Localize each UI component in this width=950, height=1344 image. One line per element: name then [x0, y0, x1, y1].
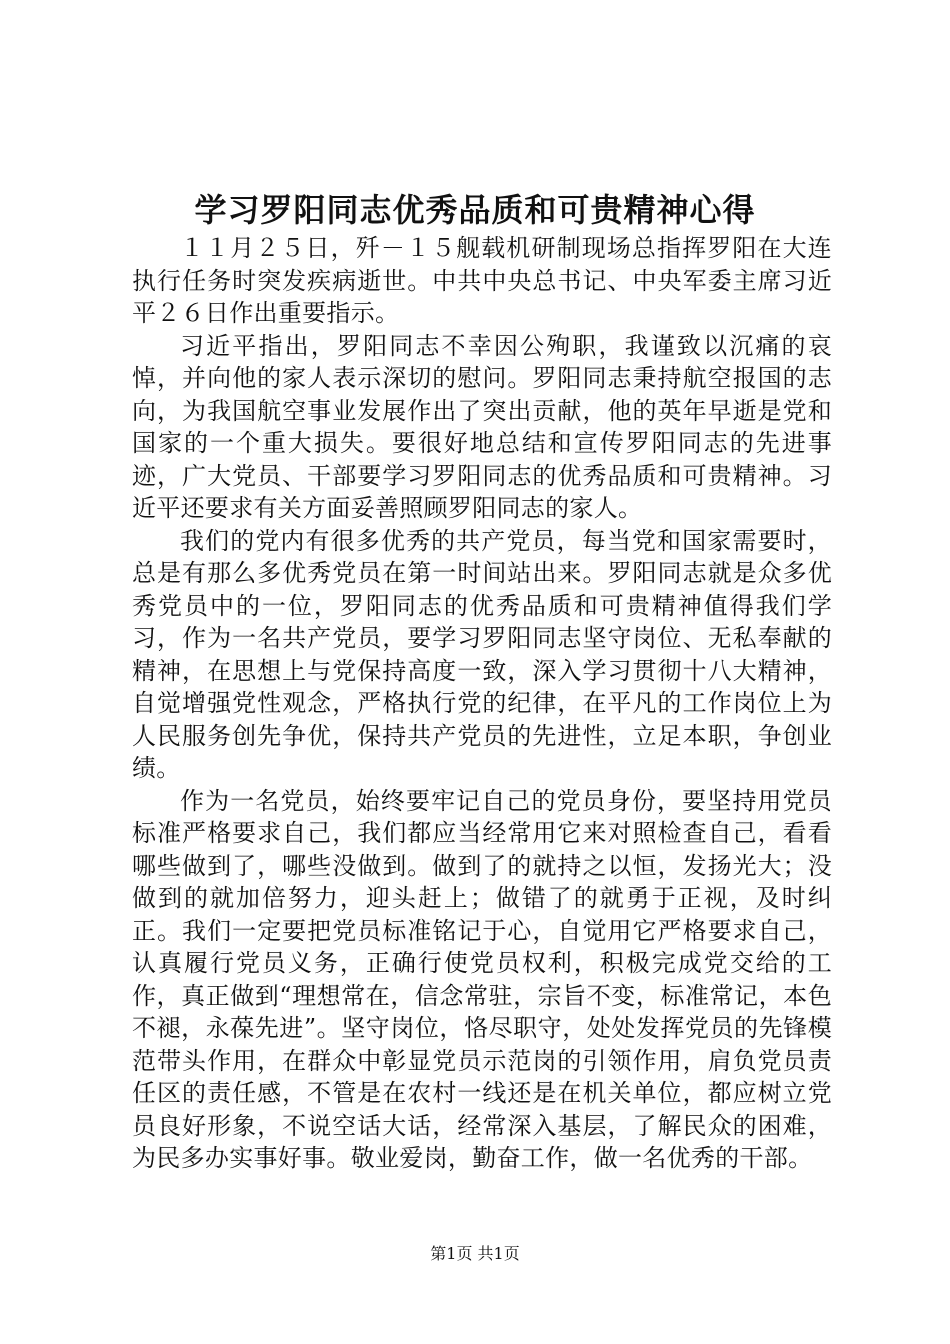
paragraph-3: 我们的党内有很多优秀的共产党员，每当党和国家需要时，总是有那么多优秀党员在第一时间站出来。罗阳同志就是众多优秀党员中的一位，罗阳同志的优秀品质和可贵精神值得我们学习，作为一名共产党员，要学习罗阳同志坚守岗位、无私奉献的精神，在思想上与党保持高度一致，深入学习贯彻十八大精神，自觉增强党性观念，严格执行党的纪律，在平凡的工作岗位上为人民服务创先争优，保持共产党员的先进性，立足本职，争创业绩。	[132, 526, 832, 782]
paragraph-4: 作为一名党员，始终要牢记自己的党员身份，要坚持用党员标准严格要求自己，我们都应当经常用它来对照检查自己，看看哪些做到了，哪些没做到。做到了的就持之以恒，发扬光大；没做到的就加倍努力，迎头赶上；做错了的就勇于正视，及时纠正。我们一定要把党员标准铭记于心，自觉用它严格要求自己，认真履行党员义务，正确行使党员权利，积极完成党交给的工作，真正做到“理想常在，信念常驻，宗旨不变，标准常记，本色不褪，永葆先进”。坚守岗位，恪尽职守，处处发挥党员的先锋模范带头作用，在群众中彰显党员示范岗的引领作用，肩负党员责任区的责任感，不管是在农村一线还是在机关单位，都应树立党员良好形象，不说空话大话，经常深入基层，了解民众的困难，为民多办实事好事。敬业爱岗，勤奋工作，做一名优秀的干部。	[132, 786, 832, 1172]
page-number-footer: 第1页 共1页	[430, 1244, 520, 1263]
paragraph-1: １１月２５日，歼－１５舰载机研制现场总指挥罗阳在大连执行任务时突发疾病逝世。中共中央总书记、中央军委主席习近平２６日作出重要指示。	[132, 234, 832, 327]
document-body	[132, 232, 832, 1175]
paragraph-2: 习近平指出，罗阳同志不幸因公殉职，我谨致以沉痛的哀悼，并向他的家人表示深切的慰问。罗阳同志秉持航空报国的志向，为我国航空事业发展作出了突出贡献，他的英年早逝是党和国家的一个重大损失。要很好地总结和宣传罗阳同志的先进事迹，广大党员、干部要学习罗阳同志的优秀品质和可贵精神。习近平还要求有关方面妥善照顾罗阳同志的家人。	[132, 331, 832, 522]
document-title: 学习罗阳同志优秀品质和可贵精神心得	[194, 191, 756, 229]
